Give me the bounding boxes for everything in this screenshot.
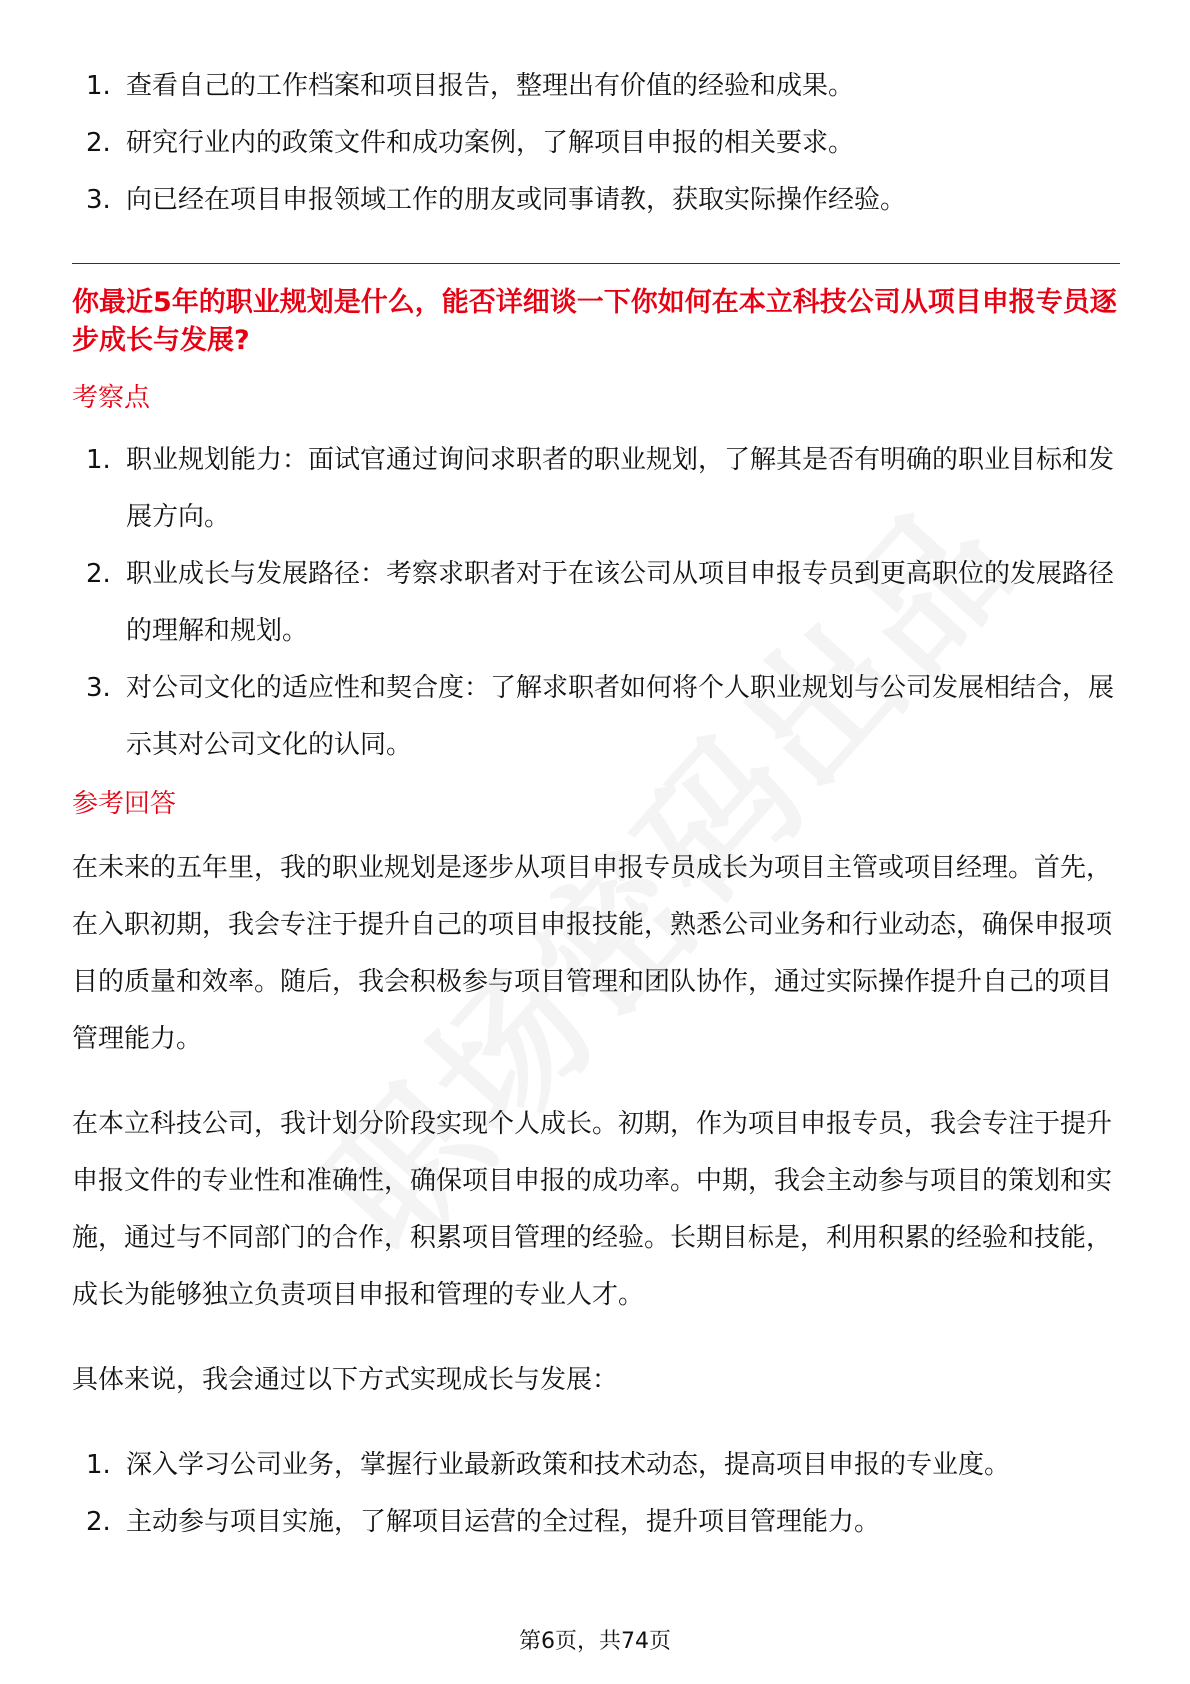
intro-list (72, 58, 1120, 229)
answer-list (72, 1437, 1120, 1551)
list-item: 1. 查看自己的工作档案和项目报告，整理出有价值的经验和成果。 (86, 71, 855, 101)
list-item: 2. 主动参与项目实施，了解项目运营的全过程，提升项目管理能力。 (86, 1507, 881, 1537)
answer-paragraph: 在本立科技公司，我计划分阶段实现个人成长。初期，作为项目申报专员，我会专注于提升申报文件的专业性和准确性，确保项目申报的成功率。中期，我会主动参与项目的策划和实施，通过与不同部门的合作，积累项目管理的经验。长期目标是，利用积累的经验和技能，成长为能够独立负责项目申报和管理的专业人才。 (72, 1109, 1113, 1310)
question-heading: 你最近5年的职业规划是什么，能否详细谈一下你如何在本立科技公司从项目申报专员逐步成长与发展? (72, 287, 1117, 356)
list-item: 2. 职业成长与发展路径：考察求职者对于在该公司从项目申报专员到更高职位的发展路径的理解和规划。 (86, 559, 1115, 646)
list-item-text: 职业规划能力：面试官通过询问求职者的职业规划，了解其是否有明确的职业目标和发展方向。 (126, 445, 1115, 532)
document-body (72, 58, 1120, 1551)
list-item-text: 对公司文化的适应性和契合度：了解求职者如何将个人职业规划与公司发展相结合，展示其对公司文化的认同。 (126, 673, 1115, 760)
list-item: 3. 向已经在项目申报领域工作的朋友或同事请教，获取实际操作经验。 (86, 185, 907, 215)
focus-list (72, 432, 1120, 774)
list-item-text: 深入学习公司业务，掌握行业最新政策和技术动态，提高项目申报的专业度。 (126, 1450, 1011, 1480)
answer-heading: 参考回答 (72, 789, 177, 819)
list-item-text: 向已经在项目申报领域工作的朋友或同事请教，获取实际操作经验。 (126, 185, 907, 215)
page-number: 第6页，共74页 (519, 1629, 671, 1654)
section-divider (72, 263, 1120, 264)
list-item: 2. 研究行业内的政策文件和成功案例，了解项目申报的相关要求。 (86, 128, 855, 158)
list-item: 3. 对公司文化的适应性和契合度：了解求职者如何将个人职业规划与公司发展相结合，展示其对公司文化的认同。 (86, 673, 1115, 760)
list-item: 1. 职业规划能力：面试官通过询问求职者的职业规划，了解其是否有明确的职业目标和发展方向。 (86, 445, 1115, 532)
list-item-text: 查看自己的工作档案和项目报告，整理出有价值的经验和成果。 (126, 71, 855, 101)
answer-paragraph: 在未来的五年里，我的职业规划是逐步从项目申报专员成长为项目主管或项目经理。首先，在入职初期，我会专注于提升自己的项目申报技能，熟悉公司业务和行业动态，确保申报项目的质量和效率。随后，我会积极参与项目管理和团队协作，通过实际操作提升自己的项目管理能力。 (72, 853, 1113, 1054)
answer-paragraph: 具体来说，我会通过以下方式实现成长与发展： (72, 1365, 619, 1395)
list-item-text: 研究行业内的政策文件和成功案例，了解项目申报的相关要求。 (126, 128, 855, 158)
list-item: 1. 深入学习公司业务，掌握行业最新政策和技术动态，提高项目申报的专业度。 (86, 1450, 1011, 1480)
list-item-text: 职业成长与发展路径：考察求职者对于在该公司从项目申报专员到更高职位的发展路径的理解和规划。 (126, 559, 1115, 646)
focus-heading: 考察点 (72, 383, 151, 413)
list-item-text: 主动参与项目实施，了解项目运营的全过程，提升项目管理能力。 (126, 1507, 881, 1537)
